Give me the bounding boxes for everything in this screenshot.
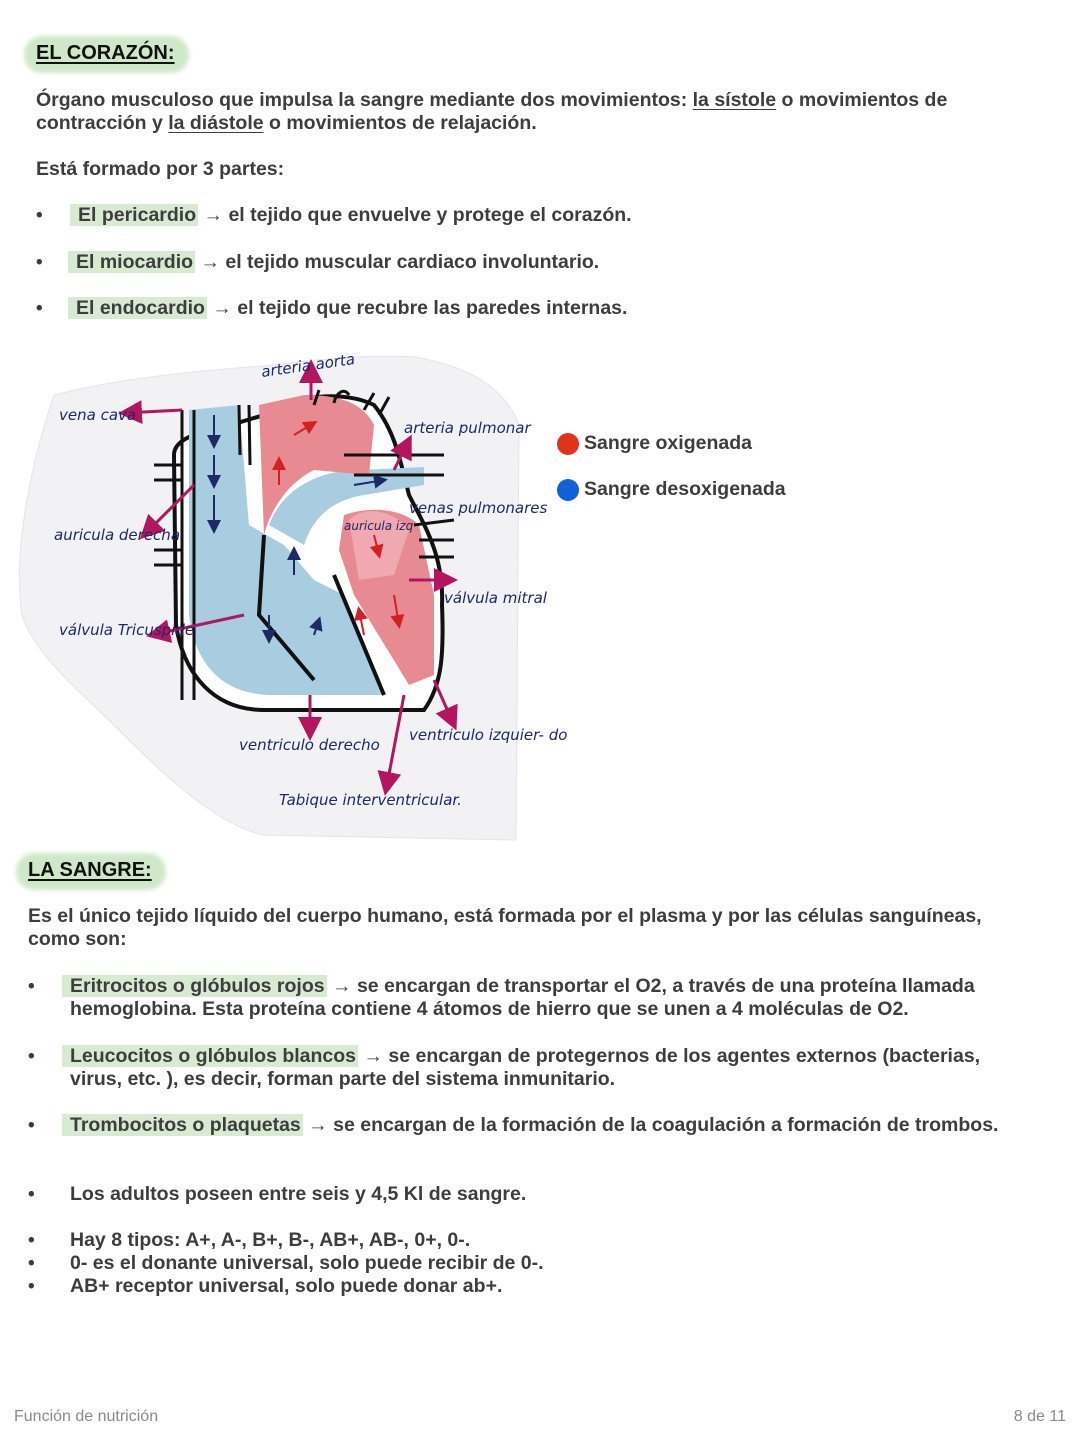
bullet-icon: • (28, 1276, 35, 1297)
term-diastole: la diástole (168, 112, 264, 134)
blood-intro: Es el único tejido líquido del cuerpo humano, está formada por el plasma y por las células sanguíneas, como son: (28, 905, 982, 950)
page-number: 8 de 11 (1013, 1408, 1066, 1425)
cell-desc: → se encargan de la formación de la coagulación a formación de trombos. (302, 1114, 999, 1136)
part-desc: → el tejido que envuelve y protege el corazón. (203, 204, 632, 226)
heart-section-title (36, 42, 175, 65)
label-ventriculo-izquierdo: ventriculo izquier- do (409, 726, 568, 744)
bullet-icon: • (28, 1253, 35, 1274)
part-term: El endocardio (68, 297, 207, 319)
bullet-icon: • (36, 298, 43, 319)
fact-text: 0- es el donante universal, solo puede recibir de 0-. (70, 1252, 544, 1274)
cell-desc-cont: virus, etc. ), es decir, forman parte del sistema inmunitario. (70, 1068, 616, 1090)
label-aorta: arteria aorta (260, 350, 357, 381)
bullet-icon: • (28, 1046, 35, 1067)
part-term: El miocardio (68, 251, 195, 273)
label-arteria-pulmonar: arteria pulmonar (404, 419, 531, 437)
bullet-icon: • (28, 1184, 35, 1205)
label-ventriculo-derecho: ventriculo derecho (239, 736, 380, 754)
legend-oxygenated: Sangre oxigenada (584, 432, 752, 454)
term-sistole: la sístole (692, 89, 777, 111)
blood-section-title (28, 859, 152, 882)
cell-term: Eritrocitos o glóbulos rojos (62, 975, 327, 997)
bullet-icon: • (28, 1230, 35, 1251)
blood-title-text: LA SANGRE: (28, 859, 152, 881)
legend-deoxygenated: Sangre desoxigenada (584, 478, 786, 500)
label-valvula-tricuspide: válvula Tricuspide (59, 621, 195, 639)
bullet-icon: • (36, 252, 43, 273)
oxygenated-dot-icon (557, 433, 579, 455)
intro-text-2: o movimientos de contracción y (36, 89, 948, 134)
label-tabique: Tabique interventricular. (279, 791, 462, 809)
heart-intro (36, 89, 1026, 135)
label-valvula-mitral: válvula mitral (444, 589, 547, 607)
bullet-icon: • (36, 205, 43, 226)
cell-term: Leucocitos o glóbulos blancos (62, 1045, 358, 1067)
heart-title-text: EL CORAZÓN: (36, 42, 175, 64)
bullet-icon: • (28, 1115, 35, 1136)
part-desc: → el tejido muscular cardiaco involuntario. (200, 251, 600, 273)
bullet-icon: • (28, 976, 35, 997)
label-auricula-izq: auricula izq (344, 519, 414, 533)
cell-desc: → se encargan de protegernos de los agentes externos (bacterias, (358, 1045, 981, 1067)
deoxygenated-dot-icon (557, 479, 579, 501)
part-term: El pericardio (70, 204, 198, 226)
label-auricula-derecha: auricula derecha (54, 526, 181, 544)
label-vena-cava: vena cava (59, 406, 137, 424)
cell-desc-cont: hemoglobina. Esta proteína contiene 4 átomos de hierro que se unen a 4 moléculas de O2. (70, 998, 909, 1020)
fact-text: Hay 8 tipos: A+, A-, B+, B-, AB+, AB-, 0+, 0-. (70, 1229, 471, 1251)
parts-intro: Está formado por 3 partes: (36, 158, 285, 180)
footer-title: Función de nutrición (14, 1408, 159, 1425)
fact-text: Los adultos poseen entre seis y 4,5 Kl de sangre. (70, 1183, 527, 1205)
cell-desc: → se encargan de transportar el O2, a través de una proteína llamada (326, 975, 975, 997)
cell-term: Trombocitos o plaquetas (62, 1114, 303, 1136)
fact-text: AB+ receptor universal, solo puede donar ab+. (70, 1275, 503, 1297)
heart-diagram (14, 335, 568, 845)
label-venas-pulmonares: venas pulmonares (409, 499, 548, 517)
intro-text-3: o movimientos de relajación. (263, 112, 537, 134)
intro-text-1: Órgano musculoso que impulsa la sangre mediante dos movimientos: (36, 89, 693, 111)
part-desc: → el tejido que recubre las paredes internas. (212, 297, 628, 319)
